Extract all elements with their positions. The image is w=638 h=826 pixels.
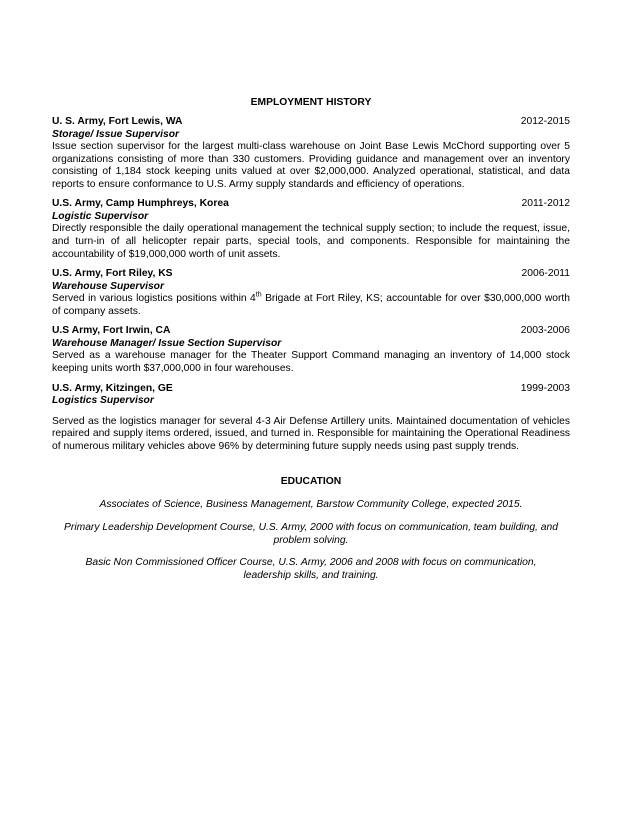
job-role: Warehouse Supervisor: [52, 280, 164, 292]
resume-page: [52, 96, 570, 592]
education-heading: EDUCATION: [280, 476, 342, 488]
job-years: 2003-2006: [520, 325, 570, 337]
job-years: 1999-2003: [520, 382, 570, 394]
job-employer: U.S. Army, Fort Riley, KS: [52, 268, 173, 280]
ordinal-suffix: th: [255, 291, 262, 299]
job-description: Issue section supervisor for the largest multi-class warehouse on Joint Base Lewis McChord supporting over 5 organizations consisting of more than 330 customers. Providing guidance and management over an inventory consisting of 1,184 stock keeping units valued at over $2,000,000. Analyzed operational, statistical, and data reports to ensure conformance to U.S. Army supply standards and efficiency of operations.: [52, 141, 570, 190]
job-years: 2011-2012: [521, 198, 570, 210]
education-item: Primary Leadership Development Course, U.S. Army, 2000 with focus on communication, team building, and problem solving.: [64, 521, 558, 546]
job-employer: U.S Army, Fort Irwin, CA: [52, 325, 171, 337]
job-years: 2012-2015: [520, 116, 570, 127]
job-employer: U.S. Army, Camp Humphreys, Korea: [52, 198, 229, 210]
job-role: Logistics Supervisor: [52, 395, 154, 407]
job-description: [52, 293, 570, 318]
job-role: Logistic Supervisor: [52, 210, 149, 222]
job-description: Directly responsible the daily operational management the technical supply section; to include the request, issue, and turn-in of all helicopter repair parts, special tools, and components. Responsible for maintaining the accountability of $19,000,000 worth of unit assets.: [52, 223, 570, 260]
job-entry-fort-lewis: [52, 116, 570, 191]
job-description: Served as the logistics manager for several 4-3 Air Defense Artillery units. Maintained documentation of vehicles repaired and supply items ordered, issued, and turned in. Responsible for maintaining the Operational Readiness of numerous military vehicles above 96% by determining future supply needs using past supply trends.: [52, 415, 570, 452]
job-role: Storage/ Issue Supervisor: [52, 128, 180, 140]
job-entry-camp-humphreys: [52, 198, 570, 261]
job-years: 2006-2011: [521, 268, 570, 280]
job-role: Warehouse Manager/ Issue Section Supervisor: [52, 337, 282, 349]
job-description-part: Served in various logistics positions within 4: [52, 293, 256, 305]
education-item: Basic Non Commissioned Officer Course, U.S. Army, 2006 and 2008 with focus on communication, leadership skills, and training.: [85, 557, 537, 581]
job-header: [52, 325, 570, 338]
education-item: Associates of Science, Business Management, Barstow Community College, expected 2015.: [99, 499, 523, 511]
job-header: [52, 383, 570, 396]
job-header: [52, 116, 570, 129]
job-header: [52, 198, 570, 211]
job-employer: U. S. Army, Fort Lewis, WA: [52, 116, 183, 127]
job-entry-fort-riley: [52, 268, 570, 318]
job-header: [52, 268, 570, 281]
job-description-part: Brigade at Fort Riley, KS; accountable for over $30,000,000 worth of company assets.: [52, 293, 570, 317]
job-description: Served as a warehouse manager for the Theater Support Command managing an inventory of 14,000 stock keeping units worth $37,000,000 in four warehouses.: [52, 350, 570, 374]
employment-history-heading: EMPLOYMENT HISTORY: [250, 97, 372, 108]
job-employer: U.S. Army, Kitzingen, GE: [52, 382, 173, 394]
job-entry-fort-irwin: [52, 325, 570, 375]
job-entry-kitzingen: [52, 383, 570, 454]
